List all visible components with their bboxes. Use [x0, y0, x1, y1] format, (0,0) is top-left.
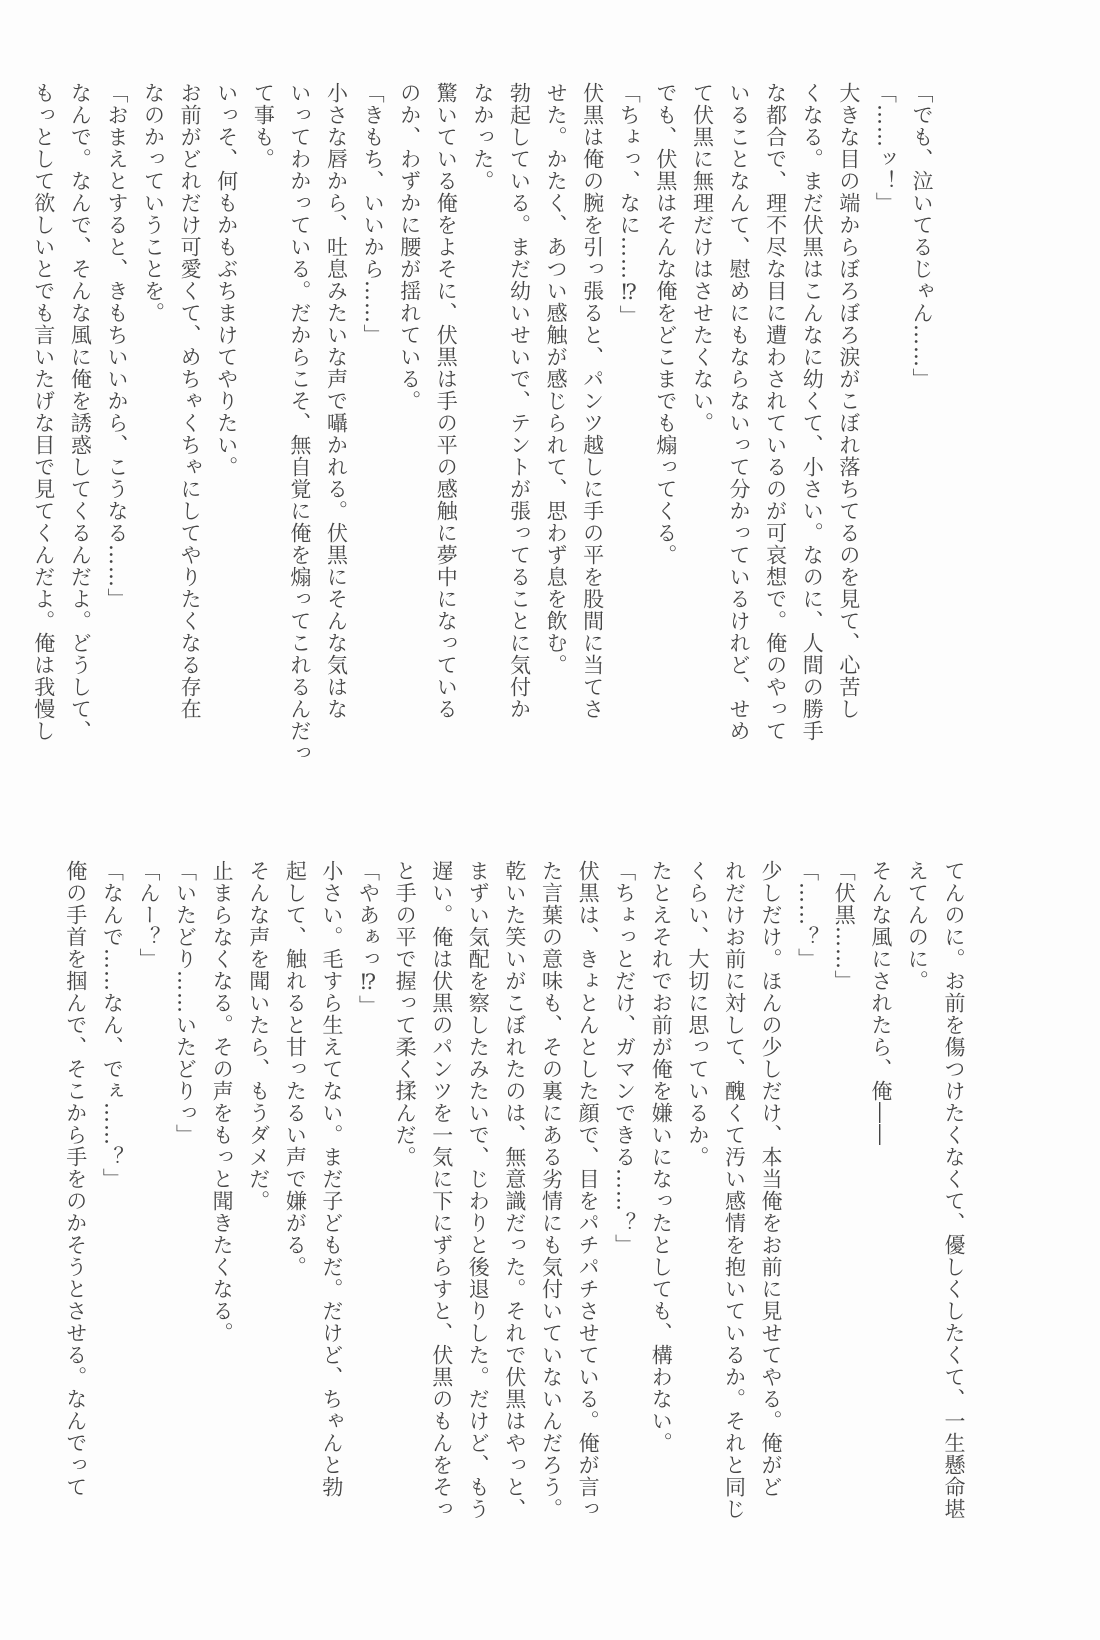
text-line: 「……？」	[795, 860, 820, 970]
text-line: た言葉の意味も、その裏にある劣情にも気付いていないんだろう。	[539, 860, 564, 1520]
text-line: 「んー？」	[136, 860, 161, 970]
text-line: 「ちょっとだけ、ガマンできる……？」	[612, 860, 637, 1256]
text-line: 「おまえとすると、きもちいいから、こうなる……」	[104, 82, 129, 610]
text-line: なんで。なんで、そんな風に俺を誘惑してくるんだよ。どうして、	[68, 82, 93, 742]
text-line: たとえそれでお前が俺を嫌いになったとしても、構わない。	[649, 860, 674, 1454]
text-line: そんな声を聞いたら、もうダメだ。	[246, 860, 271, 1212]
text-line: と手の平で握って柔く揉んだ。	[393, 860, 418, 1168]
text-line: 「やあぁっ⁉」	[356, 860, 381, 1017]
text-line: なかった。	[470, 82, 495, 192]
text-line: 小さな唇から、吐息みたいな声で囁かれる。伏黒にそんな気はな	[324, 82, 349, 720]
text-line: 起して、触れると甘ったるい声で嫌がる。	[283, 860, 308, 1278]
text-line: 「……ッ！」	[873, 82, 898, 214]
text-line: 勃起している。まだ幼いせいで、テントが張ってることに気付か	[507, 82, 532, 720]
text-line: 「きもち、いいから……」	[361, 82, 386, 346]
text-line: そんな風にされたら、俺――	[868, 860, 893, 1146]
text-line: でも、伏黒はそんな俺をどこまでも煽ってくる。	[653, 82, 678, 566]
text-line: いっそ、何もかもぶちまけてやりたい。	[214, 82, 239, 478]
text-line: 伏黒は、きょとんとした顔で、目をパチパチさせている。俺が言っ	[576, 860, 601, 1520]
text-line: 「でも、泣いてるじゃん……」	[910, 82, 934, 390]
text-line: れだけお前に対して、醜くて汚い感情を抱いているか。それと同じ	[722, 860, 747, 1520]
text-line: 少しだけ。ほんの少しだけ、本当俺をお前に見せてやる。俺がど	[759, 860, 784, 1498]
text-line: いることなんて、慰めにもならないって分かっているけれど、せめ	[727, 82, 752, 742]
text-line: な都合で、理不尽な目に遭わされているのが可哀想で。俺のやって	[763, 82, 788, 742]
text-line: なのかっていうことを。	[141, 82, 166, 324]
text-line: まずい気配を察したみたいで、じわりと後退りした。だけど、もう	[466, 860, 491, 1520]
text-line: のか、わずかに腰が揺れている。	[397, 82, 422, 412]
text-line: もっとして欲しいとでも言いたげな目で見てくんだよ。俺は我慢し	[31, 82, 56, 742]
text-line: くらい、大切に思っているか。	[685, 860, 710, 1168]
lower-text-block	[57, 860, 972, 1520]
text-line: 「伏黒……」	[832, 860, 857, 992]
text-line: 驚いている俺をよそに、伏黒は手の平の感触に夢中になっている	[434, 82, 459, 720]
text-line: 伏黒は俺の腕を引っ張ると、パンツ越しに手の平を股間に当てさ	[580, 82, 605, 720]
text-line: 「いたどり……いたどりっ」	[173, 860, 198, 1146]
text-line: お前がどれだけ可愛くて、めちゃくちゃにしてやりたくなる存在	[178, 82, 203, 720]
text-line: 「なんで……なん、でぇ……？」	[100, 860, 125, 1190]
text-line: 大きな目の端からぼろぼろ涙がこぼれ落ちてるのを見て、心苦し	[836, 82, 861, 720]
text-line: 止まらなくなる。その声をもっと聞きたくなる。	[210, 860, 235, 1344]
text-line: くなる。まだ伏黒はこんなに幼くて、小さい。なのに、人間の勝手	[800, 82, 825, 742]
text-line: て事も。	[251, 82, 276, 170]
text-line: てんのに。お前を傷つけたくなくて、優しくしたくて、一生懸命堪	[942, 860, 966, 1520]
text-line: いってわかっている。だからこそ、無自覚に俺を煽ってこれるんだっ	[287, 82, 312, 764]
text-line: 「ちょっ、なに……⁉」	[617, 82, 642, 327]
text-line: せた。かたく、あつい感触が感じられて、思わず息を飲む。	[544, 82, 569, 676]
text-line: えてんのに。	[905, 860, 930, 992]
text-line: 遅い。俺は伏黒のパンツを一気に下にずらすと、伏黒のもんをそっ	[429, 860, 454, 1520]
text-line: 小さい。毛すら生えてない。まだ子どもだ。だけど、ちゃんと勃	[319, 860, 344, 1498]
upper-text-block	[25, 82, 940, 782]
text-line: て伏黒に無理だけはさせたくない。	[690, 82, 715, 434]
text-line: 俺の手首を掴んで、そこから手をのかそうとさせる。なんでって	[63, 860, 88, 1498]
text-line: 乾いた笑いがこぼれたのは、無意識だった。それで伏黒はやっと、	[502, 860, 527, 1520]
